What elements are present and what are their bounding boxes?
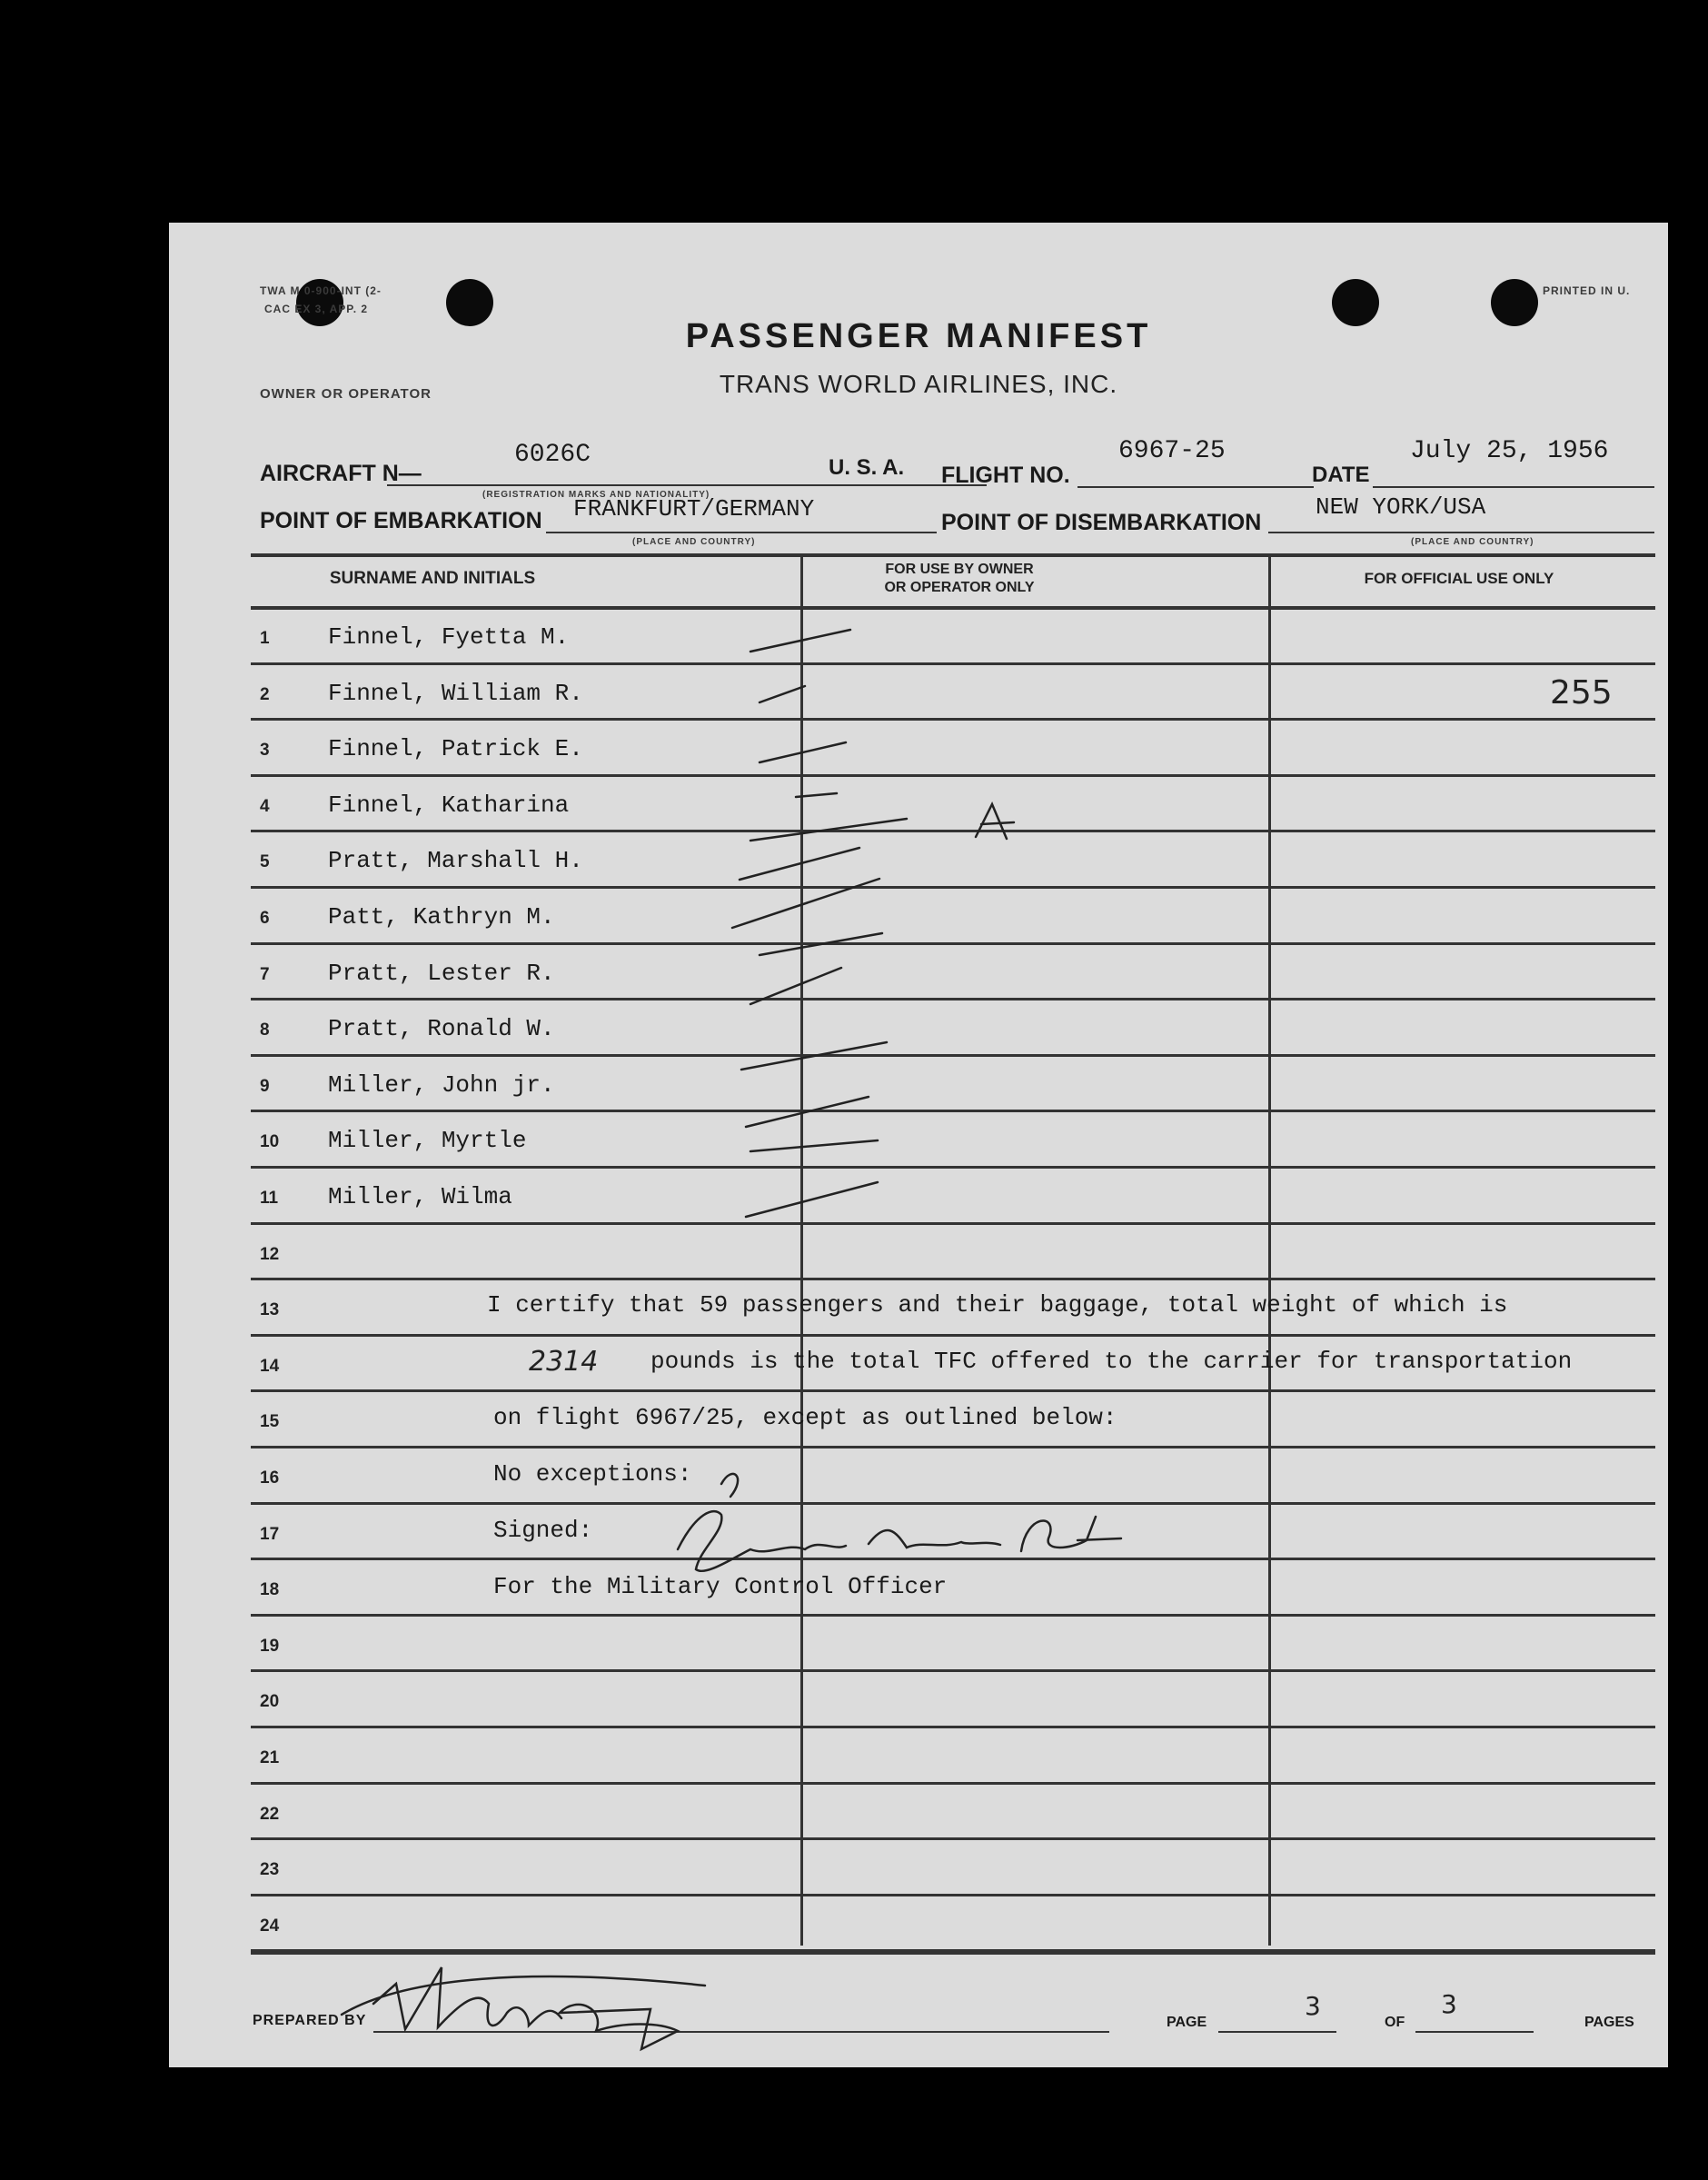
check-mark	[760, 686, 805, 702]
column-header-official-use: FOR OFFICIAL USE ONLY	[1364, 570, 1554, 587]
disembarkation-value: NEW YORK/USA	[1316, 493, 1486, 521]
certification-line-17: Signed:	[493, 1517, 593, 1544]
place-note-right: (PLACE AND COUNTRY)	[1411, 537, 1534, 547]
certification-line-14: pounds is the total TFC offered to the carrier for transportation	[650, 1348, 1573, 1375]
passenger-name: Pratt, Ronald W.	[328, 1015, 555, 1043]
place-note-left: (PLACE AND COUNTRY)	[632, 537, 756, 547]
passenger-name: Finnel, William R.	[328, 679, 583, 707]
row-number: 7	[260, 964, 270, 984]
row-number: 8	[260, 1020, 270, 1040]
embarkation-label: POINT OF EMBARKATION	[260, 508, 542, 533]
owner-operator-label: OWNER OR OPERATOR	[260, 386, 432, 402]
row-number: 20	[260, 1692, 280, 1712]
certification-line-16: No exceptions:	[493, 1460, 692, 1488]
row-number: 3	[260, 741, 270, 761]
check-mark	[746, 1182, 878, 1217]
aircraft-label: AIRCRAFT N—	[260, 461, 422, 486]
check-mark	[760, 742, 846, 762]
flight-label: FLIGHT NO.	[941, 463, 1070, 488]
row-number: 23	[260, 1860, 280, 1880]
check-mark	[732, 879, 879, 928]
printed-in: PRINTED IN U.	[1543, 284, 1631, 297]
row-number: 21	[260, 1748, 280, 1767]
row-number: 5	[260, 852, 270, 872]
aircraft-value: 6026C	[514, 441, 591, 469]
check-mark	[750, 819, 907, 841]
military-officer-signature	[678, 1474, 1121, 1571]
handwritten-weight: 2314	[529, 1346, 599, 1378]
column-header-owner-use: FOR USE BY OWNER OR OPERATOR ONLY	[884, 562, 1035, 595]
airline-name: TRANS WORLD AIRLINES, INC.	[719, 370, 1118, 398]
pages-label: PAGES	[1584, 2015, 1634, 2030]
prepared-by-label: PREPARED BY	[253, 2013, 367, 2028]
row-number: 15	[260, 1412, 280, 1432]
row-number: 16	[260, 1468, 280, 1488]
check-mark	[746, 1097, 869, 1127]
row-number: 11	[260, 1189, 279, 1208]
certification-line-18: For the Military Control Officer	[493, 1573, 948, 1600]
passenger-name: Miller, John jr.	[328, 1070, 555, 1099]
row-number: 9	[260, 1076, 270, 1096]
row-number: 18	[260, 1580, 280, 1600]
form-code-2: CAC EX 3, APP. 2	[264, 303, 369, 315]
passenger-name: Finnel, Katharina	[328, 791, 570, 819]
of-value: 3	[1441, 1989, 1457, 2019]
passenger-name: Miller, Wilma	[328, 1183, 512, 1210]
date-label: DATE	[1312, 463, 1370, 487]
of-label: OF	[1385, 2015, 1405, 2030]
manifest-sheet	[169, 223, 1668, 2067]
disembarkation-label: POINT OF DISEMBARKATION	[941, 510, 1262, 535]
check-mark	[750, 1140, 878, 1151]
row-number: 24	[260, 1916, 280, 1936]
row-number: 2	[260, 684, 270, 704]
passenger-name: Finnel, Patrick E.	[328, 735, 583, 763]
row-number: 12	[260, 1244, 280, 1264]
passenger-name: Pratt, Lester R.	[328, 959, 555, 987]
handwritten-a-mark	[976, 804, 1014, 839]
handwriting-overlay	[169, 223, 1668, 2067]
usa-label: U. S. A.	[829, 455, 905, 480]
row-number: 22	[260, 1804, 280, 1824]
check-mark	[750, 968, 841, 1004]
date-value: July 25, 1956	[1410, 437, 1609, 465]
flight-value: 6967-25	[1118, 437, 1226, 465]
row-number: 4	[260, 796, 270, 816]
official-use-value: 255	[1550, 673, 1613, 712]
form-title: PASSENGER MANIFEST	[685, 317, 1152, 355]
prepared-by-signature	[342, 1967, 705, 2049]
certification-line-13: I certify that 59 passengers and their baggage, total weight of which is	[487, 1291, 1508, 1319]
column-header-names: SURNAME AND INITIALS	[329, 569, 536, 588]
passenger-name: Finnel, Fyetta M.	[328, 623, 570, 651]
check-mark	[796, 793, 837, 797]
passenger-name: Pratt, Marshall H.	[328, 847, 583, 875]
row-number: 1	[260, 629, 270, 648]
page-label: PAGE	[1167, 2015, 1207, 2030]
check-mark	[740, 848, 859, 880]
check-mark	[760, 933, 882, 955]
passenger-name: Miller, Myrtle	[328, 1127, 527, 1155]
form-code-1: TWA M 0-900-INT (2-	[260, 284, 382, 297]
registration-note: (REGISTRATION MARKS AND NATIONALITY)	[482, 490, 710, 500]
passenger-name: Patt, Kathryn M.	[328, 903, 555, 931]
row-number: 6	[260, 909, 270, 928]
embarkation-value: FRANKFURT/GERMANY	[573, 495, 815, 523]
row-number: 13	[260, 1300, 280, 1320]
check-mark	[750, 630, 850, 652]
row-number: 19	[260, 1636, 280, 1656]
row-number: 10	[260, 1132, 280, 1152]
row-number: 14	[260, 1356, 280, 1376]
row-number: 17	[260, 1524, 280, 1544]
page-value: 3	[1305, 1991, 1321, 2021]
certification-line-15: on flight 6967/25, except as outlined below:	[493, 1404, 1117, 1431]
check-mark	[741, 1042, 887, 1070]
